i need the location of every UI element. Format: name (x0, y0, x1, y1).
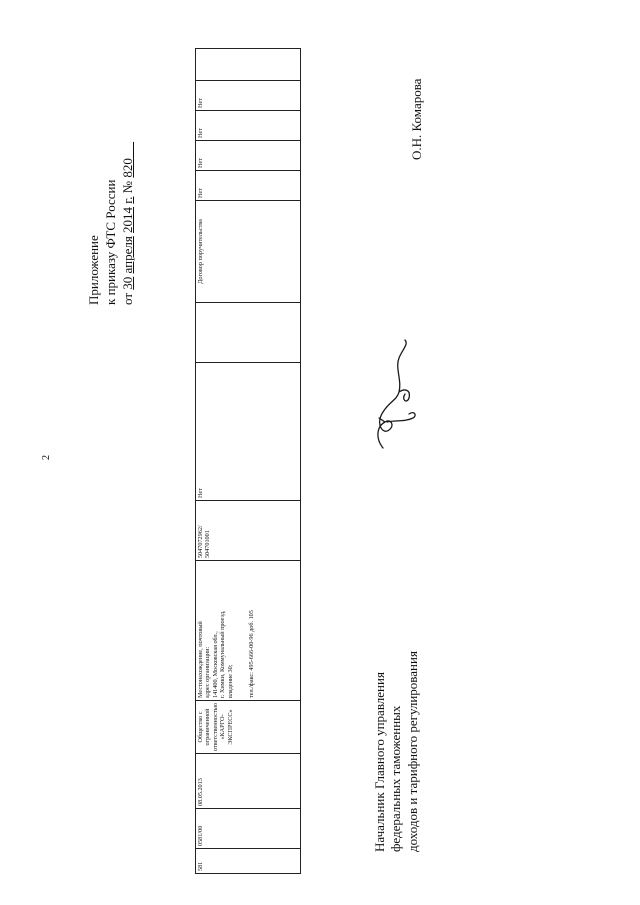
signature-stroke (378, 340, 415, 448)
date-prefix: от (120, 292, 136, 305)
official-title-2: федеральных таможенных (388, 705, 404, 852)
cell-index: 581 (196, 849, 301, 874)
cell-inn-kpp: 5047072962/ 504701001 (196, 501, 301, 561)
date-year-suffix: г. (120, 196, 136, 204)
appendix-header (85, 45, 145, 305)
phone-fax: тел./факс: 495-666-00-96 доб. 105 (248, 610, 256, 698)
date-day: 30 (120, 276, 136, 290)
cell-company-name: Общество с ограниченной ответственностью «КАРГО- ЭКСПРЕСС» (196, 701, 301, 754)
official-title-3: доходов и тарифного регулирования (404, 651, 420, 852)
table-row (196, 49, 301, 874)
appendix-title: Приложение (86, 235, 101, 305)
signer-name: О.Н. Комарова (409, 78, 424, 160)
appendix-date-line (119, 45, 136, 305)
cell-date: 08.05.2013 (196, 754, 301, 809)
cell-col6: Нет (196, 363, 301, 501)
official-block (372, 612, 437, 852)
cell-address: Местонахождение, почтовый адрес организации: 141400, Московская обл., г. Химки, Коммунальный проезд, владение 30; тел./факс: 495-666-00-96 доб. 105 (196, 561, 301, 701)
cell-contract: Договор поручительства (196, 201, 301, 303)
order-number-label: № (120, 180, 136, 194)
appendix-order-ref: к приказу ФТС России (103, 179, 119, 305)
official-title-1: Начальник Главного управления (372, 672, 387, 852)
cell-col11: Нет (196, 111, 301, 141)
cell-col9: Нет (196, 171, 301, 201)
cell-col7 (196, 303, 301, 363)
cell-reg-number: 0581/00 (196, 809, 301, 849)
cell-col12: Нет (196, 81, 301, 111)
cell-col10: Нет (196, 141, 301, 171)
date-month: апреля (120, 236, 136, 274)
register-table-grid (195, 48, 301, 874)
order-number: 820 (120, 158, 136, 178)
date-year: 2014 (120, 206, 136, 233)
signer-block (409, 50, 431, 160)
register-table (195, 49, 301, 874)
handwritten-signature (365, 338, 425, 453)
page-number: 2 (41, 455, 52, 460)
cell-col13 (196, 49, 301, 81)
